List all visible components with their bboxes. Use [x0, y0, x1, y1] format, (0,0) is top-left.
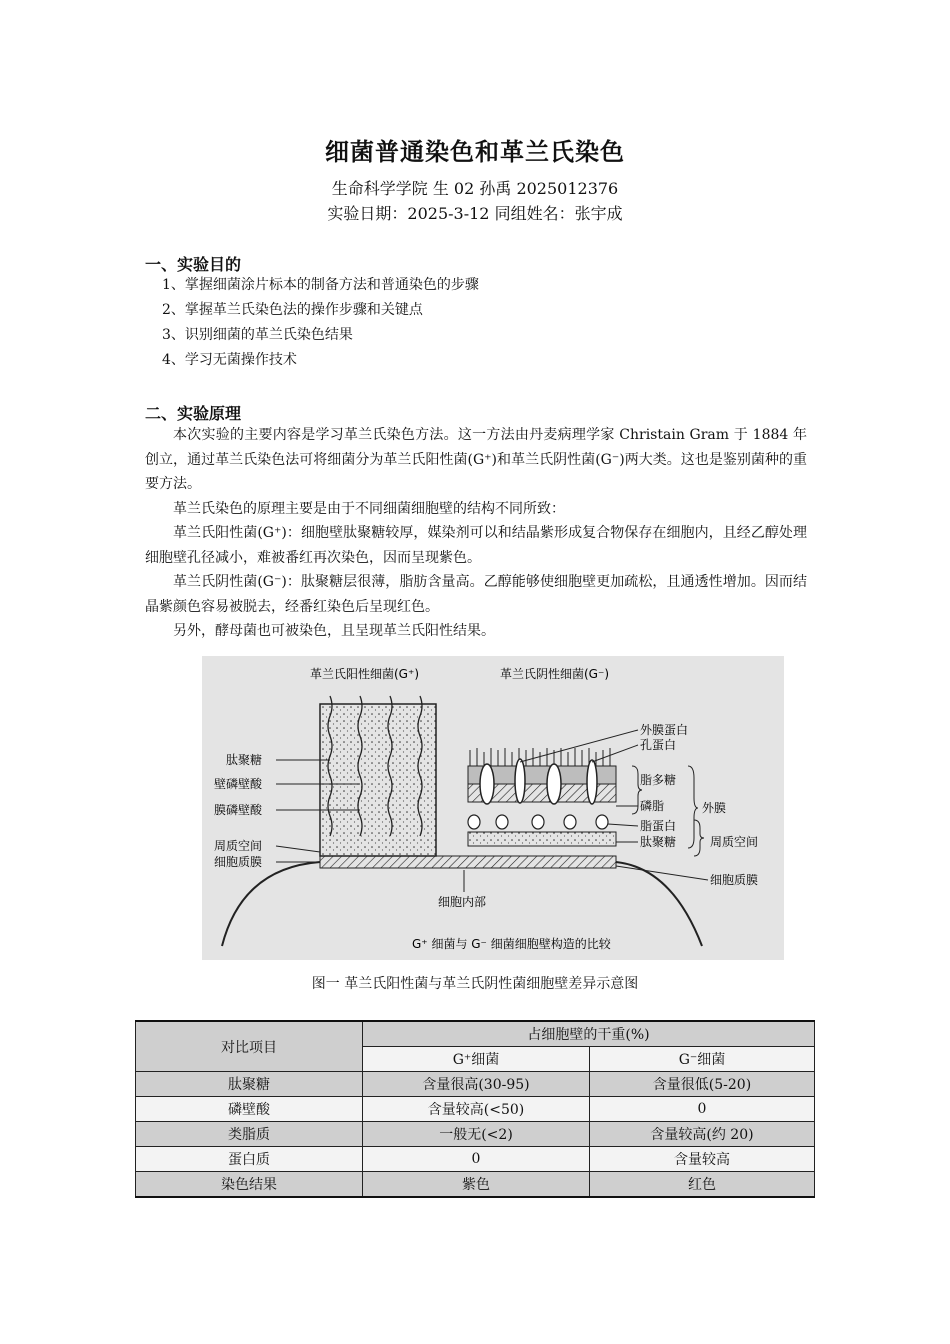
comparison-table: [135, 1020, 815, 1198]
cell: 0: [590, 1097, 815, 1122]
table-row: [136, 1147, 815, 1172]
figure-inner-caption: G⁺ 细菌与 G⁻ 细菌细胞壁构造的比较: [412, 937, 611, 951]
label-lipoprotein: 脂蛋白: [640, 819, 677, 833]
row-label: 染色结果: [136, 1172, 363, 1198]
principle-body: [145, 423, 807, 644]
date-line: 实验日期：2025-3-12 同组姓名：张宇成: [327, 204, 623, 223]
label-cell-membrane: 细胞质膜: [214, 855, 263, 869]
section2-heading: 二、实验原理: [145, 404, 242, 423]
label-cell-interior: 细胞内部: [438, 895, 487, 909]
gneg-peptidoglycan-layer: [468, 832, 616, 846]
paragraph: 本次实验的主要内容是学习革兰氏染色方法。这一方法由丹麦病理学家 Christain Gram 于 1884 年创立，通过革兰氏染色法可将细菌分为革兰氏阳性菌(G⁺)和革兰氏阴性菌(G⁻)两大类。这也是鉴别菌种的重要方法。: [145, 427, 807, 492]
cell-wall-figure: [202, 656, 784, 960]
label-membrane-teichoic: 膜磷壁酸: [214, 803, 263, 817]
label-gneg-peptidoglycan: 肽聚糖: [640, 835, 677, 849]
gneg-wall-layers: [468, 748, 616, 846]
cytoplasmic-membrane: [320, 856, 616, 868]
table-row: [136, 1122, 815, 1147]
cell: 含量很低(5-20): [590, 1072, 815, 1097]
list-item: 4、学习无菌操作技术: [162, 352, 297, 368]
cell: 0: [363, 1147, 590, 1172]
row-label: 肽聚糖: [136, 1072, 363, 1097]
cell: 含量较高(<50): [363, 1097, 590, 1122]
objectives-list: [162, 273, 479, 373]
table-header-row: [136, 1021, 815, 1047]
lipoproteins: [468, 815, 608, 829]
label-peptidoglycan: 肽聚糖: [226, 753, 263, 767]
section1-heading: 一、实验目的: [145, 255, 242, 274]
header-gneg: G⁻细菌: [590, 1047, 815, 1072]
figure-caption: 图一 革兰氏阳性菌与革兰氏阴性菌细胞壁差异示意图: [311, 976, 639, 992]
label-lps: 脂多糖: [640, 773, 677, 787]
label-outer-membrane-protein: 外膜蛋白: [640, 723, 689, 737]
periplasm-brace: [694, 820, 704, 856]
row-label: 磷壁酸: [136, 1097, 363, 1122]
list-item: 3、识别细菌的革兰氏染色结果: [162, 327, 353, 343]
label-gram-positive: 革兰氏阳性细菌(G⁺): [310, 667, 419, 681]
document-title: 细菌普通染色和革兰氏染色: [325, 138, 625, 166]
row-label: 蛋白质: [136, 1147, 363, 1172]
cell: 含量较高(约 20): [590, 1122, 815, 1147]
paragraph: 另外，酵母菌也可被染色，且呈现革兰氏阳性结果。: [173, 623, 495, 639]
label-gram-negative: 革兰氏阴性细菌(G⁻): [500, 667, 609, 681]
label-gneg-cell-membrane: 细胞质膜: [710, 873, 759, 887]
list-item: 2、掌握革兰氏染色法的操作步骤和关键点: [162, 302, 423, 318]
label-phospholipid: 磷脂: [640, 799, 665, 813]
table-row: [136, 1072, 815, 1097]
label-outer-membrane: 外膜: [702, 801, 727, 815]
cell: 紫色: [363, 1172, 590, 1198]
paragraph: 革兰氏染色的原理主要是由于不同细菌细胞壁的结构不同所致：: [173, 500, 565, 517]
author-line: 生命科学学院 生 02 孙禹 2025012376: [331, 179, 619, 198]
row-label: 类脂质: [136, 1122, 363, 1147]
header-item: 对比项目: [136, 1021, 363, 1072]
paragraph: 革兰氏阴性菌(G⁻)：肽聚糖层很薄，脂肪含量高。乙醇能够使细胞壁更加疏松，且通透性增加。因而结晶紫颜色容易被脱去，经番红染色后呈现红色。: [145, 574, 807, 615]
table-row: [136, 1172, 815, 1198]
header-gpos: G⁺细菌: [363, 1047, 590, 1072]
cell-wall-diagram: [202, 656, 784, 960]
header-group: 占细胞壁的干重(%): [363, 1021, 815, 1047]
paragraph: 革兰氏阳性菌(G⁺)：细胞壁肽聚糖较厚，媒染剂可以和结晶紫形成复合物保存在细胞内，且经乙醇处理细胞壁孔径减小，难被番红再次染色，因而呈现紫色。: [145, 525, 807, 566]
cell: 红色: [590, 1172, 815, 1198]
outer-membrane-brace: [688, 766, 698, 848]
cell: 一般无(<2): [363, 1122, 590, 1147]
list-item: 1、掌握细菌涂片标本的制备方法和普通染色的步骤: [162, 277, 479, 293]
label-gneg-periplasm: 周质空间: [710, 835, 759, 849]
cell: 含量很高(30-95): [363, 1072, 590, 1097]
table-row: [136, 1097, 815, 1122]
cell: 含量较高: [590, 1147, 815, 1172]
label-wall-teichoic: 壁磷壁酸: [214, 777, 263, 791]
label-porin: 孔蛋白: [640, 738, 677, 752]
label-periplasm: 周质空间: [214, 839, 263, 853]
